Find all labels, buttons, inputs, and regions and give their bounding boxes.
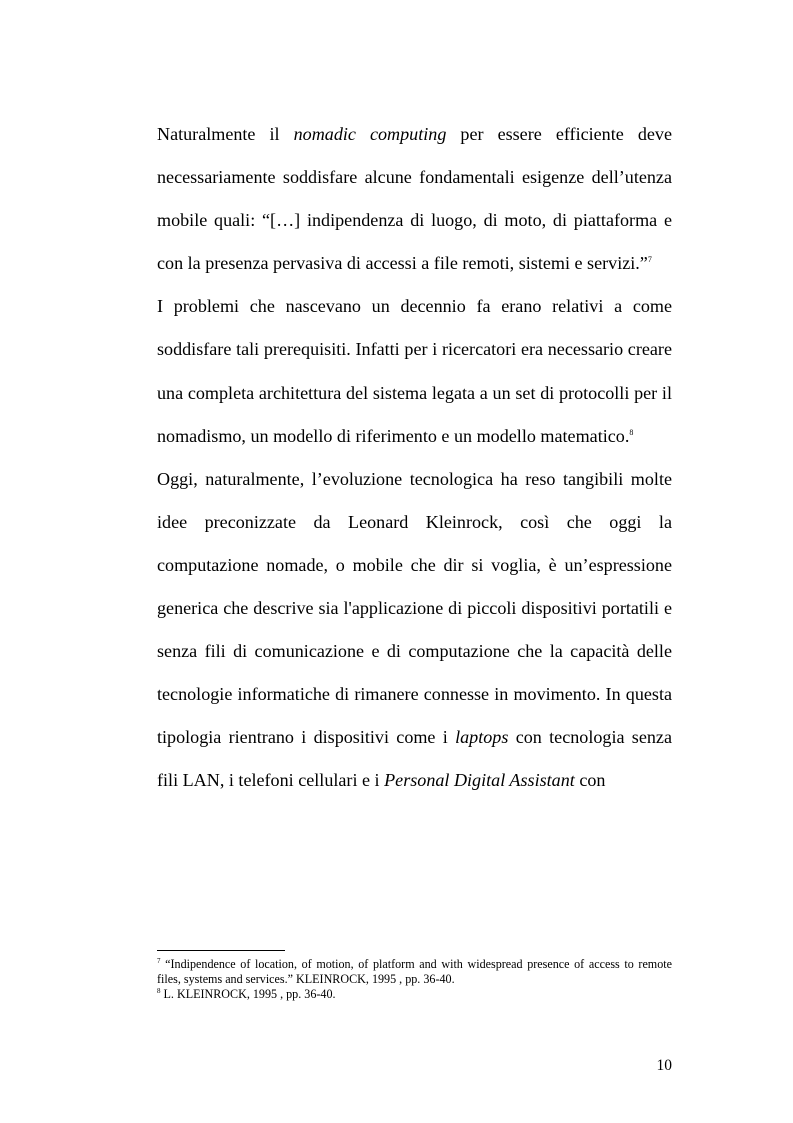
- footnote-7: [157, 957, 672, 987]
- italic-term: laptops: [455, 727, 509, 748]
- footnote-separator: [157, 950, 285, 951]
- text-run: con: [574, 770, 606, 791]
- paragraph-nomadic-computing: [157, 113, 672, 285]
- footnote-number: 8: [157, 987, 161, 995]
- page-number: 10: [656, 1057, 672, 1074]
- text-run: con tecnologia senza fili LAN, i telefoni cellulari e i: [157, 727, 672, 791]
- footnote-text: “Indipendence of location, of motion, of platform and with widespread presence of access to remote files, systems and services.” KLEINROCK, 1995 , pp. 36-40.: [157, 957, 672, 986]
- body-text: [157, 113, 672, 803]
- footnote-text: L. KLEINROCK, 1995 , pp. 36-40.: [160, 987, 336, 1001]
- footnote-ref-7: 7: [647, 255, 652, 265]
- text-run: I problemi che nascevano un decennio fa erano relativi a come soddisfare tali prerequisiti. Infatti per i ricercatori era necessario creare una completa architettura del sistema legata a un set di protocolli per il nomadismo, un modello di riferimento e un modello matematico.: [157, 296, 672, 446]
- paragraph-today: [157, 458, 672, 803]
- footnotes: [157, 957, 672, 1002]
- footnote-ref-8: 8: [629, 427, 634, 437]
- italic-term: nomadic computing: [293, 124, 447, 144]
- italic-term: Personal Digital Assistant: [384, 770, 575, 791]
- footnote-number: 7: [157, 957, 161, 965]
- text-run: Naturalmente il: [157, 124, 294, 144]
- text-run: Oggi, naturalmente, l’evoluzione tecnologica ha reso tangibili molte idee preconizzate da Leonard Kleinrock, così che oggi la computazione nomade, o mobile che dir si voglia, è un’espressione generica che descrive sia l'applicazione di piccoli dispositivi portatili e senza fili di comunicazione e di computazione che la capacità delle tecnologie informatiche di rimanere connesse in movimento. In questa tipologia rientrano i dispositivi come i: [157, 468, 672, 748]
- text-run: per essere efficiente deve necessariamente soddisfare alcune fondamentali esigenze dell’utenza mobile quali: “[…] indipendenza di luogo, di moto, di piattaforma e con la presenza pervasiva di accessi a file remoti, sistemi e servizi.”: [157, 124, 672, 274]
- paragraph-problems: [157, 285, 672, 457]
- footnote-8: [157, 987, 672, 1002]
